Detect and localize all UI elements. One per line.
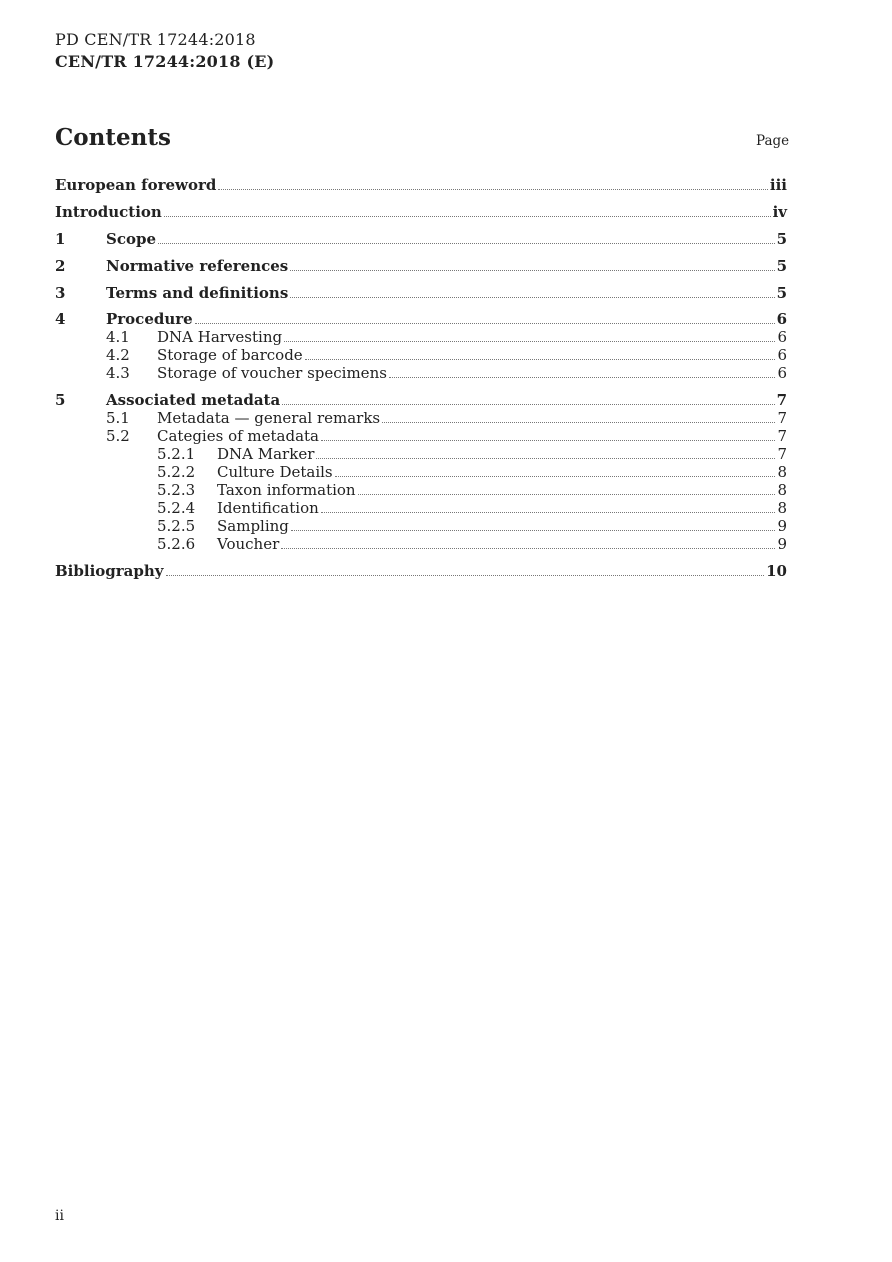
- toc-leader-dots: [284, 340, 775, 342]
- toc-entry-title: Terms and definitions: [106, 284, 289, 302]
- toc-leader-dots: [290, 296, 774, 298]
- toc-entry-title: Taxon information: [217, 481, 356, 499]
- toc-entry-page: 5: [776, 257, 787, 275]
- toc-entry-number: 5.2: [106, 427, 130, 445]
- toc-entry[interactable]: [55, 256, 787, 276]
- page-column-label: Page: [756, 133, 790, 149]
- toc-entry[interactable]: [55, 345, 787, 365]
- toc-entry-title: DNA Marker: [217, 445, 315, 463]
- toc-entry-number: 5.2.2: [157, 463, 196, 481]
- toc-entry-number: 5: [55, 391, 66, 409]
- toc-entry-title: Associated metadata: [106, 391, 281, 409]
- toc-entry[interactable]: [55, 534, 787, 554]
- toc-entry-page: iv: [772, 203, 787, 221]
- toc-leader-dots: [316, 457, 775, 459]
- toc-entry-title: DNA Harvesting: [157, 328, 283, 346]
- toc-entry-number: 3: [55, 284, 66, 302]
- toc-entry-number: 5.2.6: [157, 535, 196, 553]
- toc-entry-number: 5.2.1: [157, 445, 196, 463]
- toc-entry[interactable]: [55, 480, 787, 500]
- toc-entry-page: 7: [777, 445, 787, 463]
- toc-entry[interactable]: [55, 283, 787, 303]
- toc-entry[interactable]: [55, 309, 787, 329]
- toc-entry-title: European foreword: [55, 176, 217, 194]
- toc-leader-dots: [195, 322, 775, 324]
- toc-entry-number: 4.3: [106, 364, 130, 382]
- toc-entry[interactable]: [55, 390, 787, 410]
- toc-entry-title: Bibliography: [55, 562, 164, 580]
- toc-entry-title: Metadata — general remarks: [157, 409, 381, 427]
- toc-entry-number: 4: [55, 310, 66, 328]
- toc-entry-title: Culture Details: [217, 463, 333, 481]
- toc-entry-page: 8: [777, 481, 787, 499]
- toc-entry-page: iii: [769, 176, 787, 194]
- contents-heading: Contents: [55, 124, 171, 151]
- toc-entry[interactable]: [55, 462, 787, 482]
- toc-entry-page: 6: [776, 310, 787, 328]
- toc-entry-number: 4.1: [106, 328, 130, 346]
- toc-entry-page: 7: [776, 391, 787, 409]
- toc-entry-page: 6: [777, 364, 787, 382]
- toc-leader-dots: [218, 188, 768, 190]
- toc-entry-number: 5.2.3: [157, 481, 196, 499]
- toc-entry-title: Identification: [217, 499, 319, 517]
- toc-entry-page: 6: [777, 346, 787, 364]
- toc-leader-dots: [321, 439, 775, 441]
- toc-entry[interactable]: [55, 327, 787, 347]
- toc-entry-number: 1: [55, 230, 66, 248]
- toc-entry[interactable]: [55, 498, 787, 518]
- toc-entry-page: 6: [777, 328, 787, 346]
- toc-entry-page: 9: [777, 535, 787, 553]
- toc-leader-dots: [321, 511, 776, 513]
- toc-entry-page: 10: [766, 562, 787, 580]
- toc-leader-dots: [166, 574, 765, 576]
- toc-leader-dots: [305, 358, 776, 360]
- toc-leader-dots: [291, 529, 776, 531]
- toc-entry-page: 7: [777, 409, 787, 427]
- document-id: PD CEN/TR 17244:2018: [55, 30, 256, 49]
- toc-entry-title: Scope: [106, 230, 157, 248]
- toc-entry-number: 5.1: [106, 409, 130, 427]
- toc-entry[interactable]: [55, 363, 787, 383]
- toc-entry-page: 9: [777, 517, 787, 535]
- footer-page-number: ii: [55, 1208, 64, 1224]
- toc-leader-dots: [389, 376, 776, 378]
- toc-leader-dots: [335, 475, 776, 477]
- toc-entry-page: 7: [777, 427, 787, 445]
- document-id-bold: CEN/TR 17244:2018 (E): [55, 52, 275, 71]
- toc-entry[interactable]: [55, 516, 787, 536]
- toc-entry-page: 5: [776, 230, 787, 248]
- toc-entry[interactable]: [55, 426, 787, 446]
- toc-entry[interactable]: [55, 229, 787, 249]
- toc-leader-dots: [282, 403, 774, 405]
- toc-leader-dots: [358, 493, 776, 495]
- toc-entry[interactable]: [55, 202, 787, 222]
- toc-entry-page: 8: [777, 463, 787, 481]
- toc-entry-title: Storage of voucher specimens: [157, 364, 387, 382]
- toc-entry[interactable]: [55, 444, 787, 464]
- toc-entry-number: 4.2: [106, 346, 130, 364]
- toc-entry-page: 8: [777, 499, 787, 517]
- toc-entry-page: 5: [776, 284, 787, 302]
- toc-entry-title: Procedure: [106, 310, 193, 328]
- toc-entry-number: 2: [55, 257, 66, 275]
- toc-entry[interactable]: [55, 561, 787, 581]
- toc-entry-title: Introduction: [55, 203, 162, 221]
- toc-leader-dots: [164, 215, 771, 217]
- toc-entry-title: Storage of barcode: [157, 346, 303, 364]
- toc-entry-number: 5.2.5: [157, 517, 196, 535]
- toc-leader-dots: [382, 421, 775, 423]
- toc-entry-title: Normative references: [106, 257, 289, 275]
- toc-entry[interactable]: [55, 408, 787, 428]
- toc-leader-dots: [281, 547, 775, 549]
- toc-leader-dots: [290, 269, 774, 271]
- toc-entry-title: Categies of metadata: [157, 427, 320, 445]
- toc-entry-title: Sampling: [217, 517, 289, 535]
- toc-leader-dots: [158, 242, 775, 244]
- toc-entry-number: 5.2.4: [157, 499, 196, 517]
- toc-entry[interactable]: [55, 175, 787, 195]
- toc-entry-title: Voucher: [217, 535, 280, 553]
